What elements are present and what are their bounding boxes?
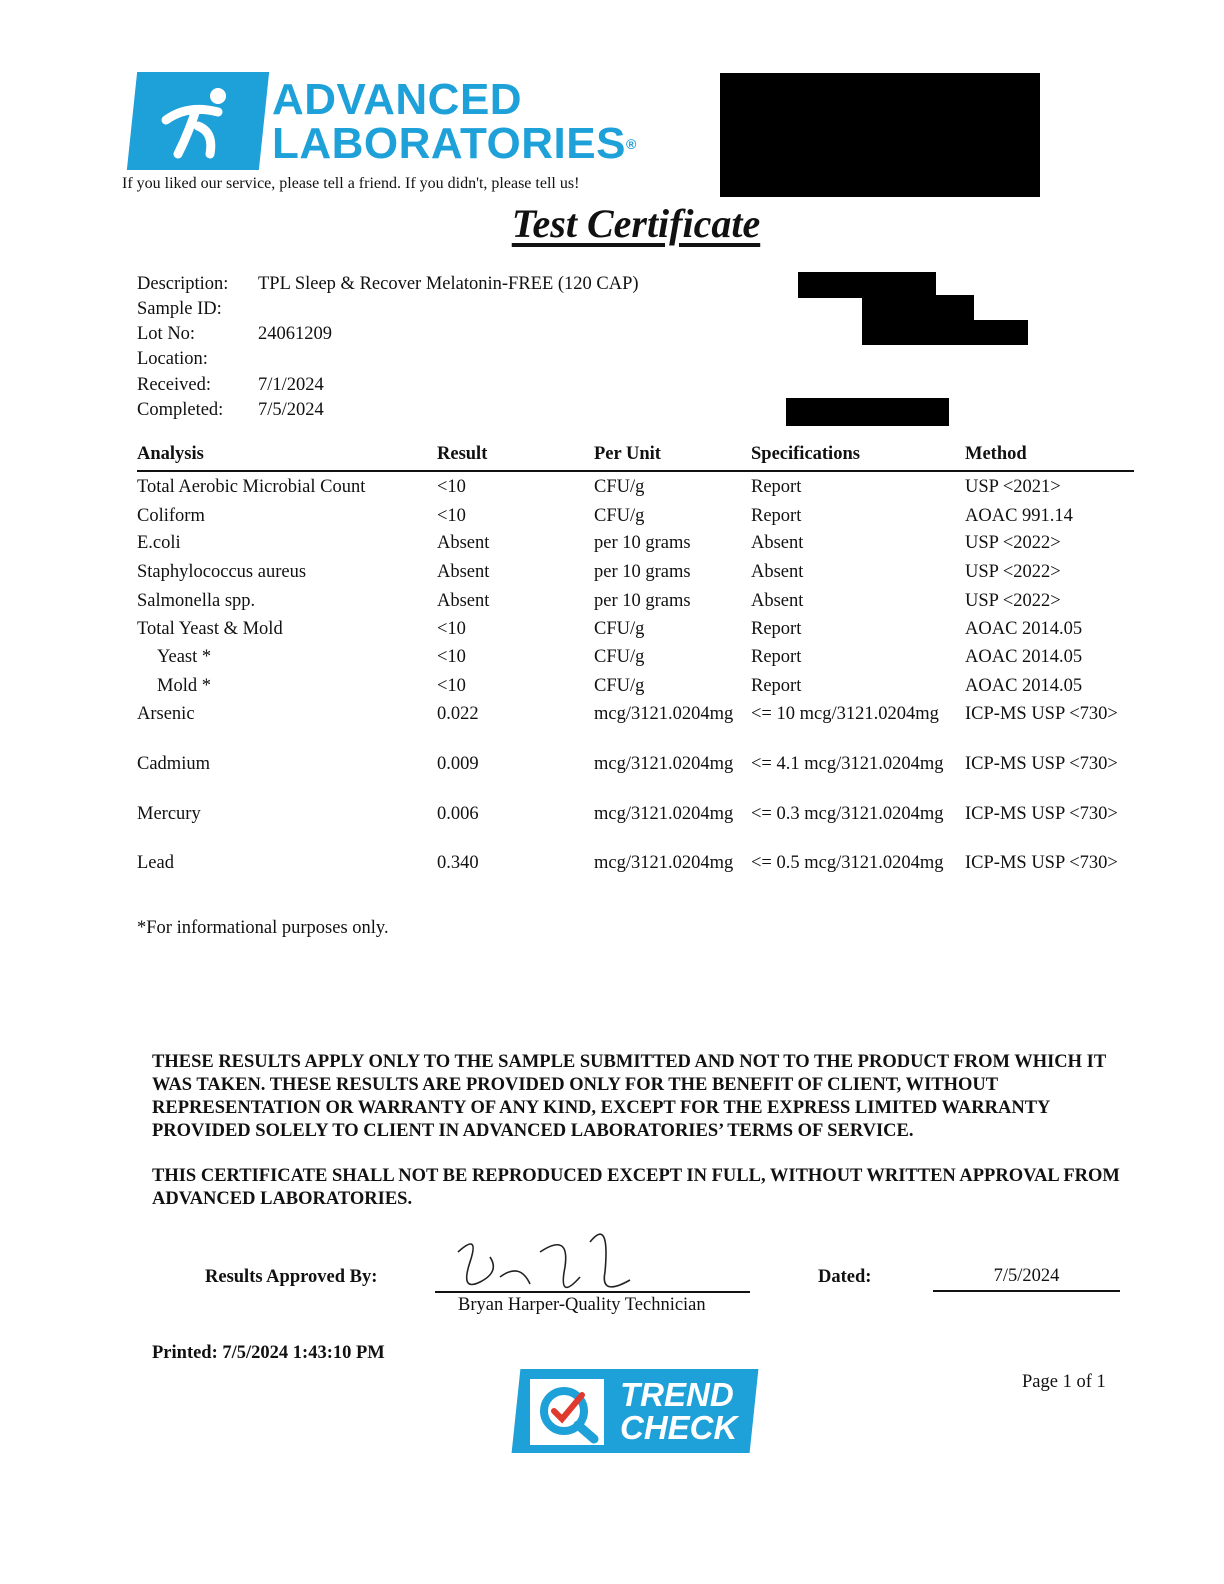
result-cell: Absent: [437, 562, 490, 582]
header-per-unit: Per Unit: [594, 444, 661, 464]
spec-cell: <= 10 mcg/3121.0204mg: [751, 704, 939, 724]
result-cell: Absent: [437, 591, 490, 611]
unit-cell: mcg/3121.0204mg: [594, 804, 734, 824]
lot-value: 24061209: [258, 324, 332, 344]
dated-value: 7/5/2024: [993, 1266, 1060, 1286]
description-label: Description:: [137, 274, 229, 294]
unit-cell: mcg/3121.0204mg: [594, 754, 734, 774]
analysis-cell: Yeast *: [157, 647, 212, 667]
analysis-cell: Salmonella spp.: [137, 591, 256, 611]
analysis-cell: Arsenic: [137, 704, 195, 724]
spec-cell: Report: [751, 647, 802, 667]
result-cell: 0.006: [437, 804, 479, 824]
unit-cell: mcg/3121.0204mg: [594, 704, 734, 724]
spec-cell: Report: [751, 506, 802, 526]
method-cell: ICP-MS USP <730>: [965, 853, 1118, 873]
unit-cell: CFU/g: [594, 676, 645, 696]
unit-cell: CFU/g: [594, 647, 645, 667]
approved-by-label: Results Approved By:: [205, 1267, 378, 1287]
trendcheck-line1: TREND: [620, 1376, 734, 1413]
logo-wordmark: [272, 75, 637, 168]
unit-cell: per 10 grams: [594, 591, 691, 611]
unit-cell: CFU/g: [594, 477, 645, 497]
unit-cell: per 10 grams: [594, 533, 691, 553]
description-value: TPL Sleep & Recover Melatonin-FREE (120 CAP): [258, 274, 639, 294]
result-cell: <10: [437, 506, 466, 526]
result-cell: 0.009: [437, 754, 479, 774]
page-number: Page 1 of 1: [1022, 1372, 1106, 1392]
method-cell: USP <2022>: [965, 533, 1061, 553]
method-cell: USP <2021>: [965, 477, 1061, 497]
redaction-block: [974, 320, 1028, 345]
method-cell: AOAC 991.14: [965, 506, 1073, 526]
analysis-cell: Total Aerobic Microbial Count: [137, 477, 366, 497]
spec-cell: Absent: [751, 562, 804, 582]
completed-label: Completed:: [137, 400, 224, 420]
header-specifications: Specifications: [751, 444, 860, 464]
method-cell: AOAC 2014.05: [965, 676, 1083, 696]
received-value: 7/1/2024: [258, 375, 324, 395]
spec-cell: Report: [751, 676, 802, 696]
spec-cell: Absent: [751, 533, 804, 553]
method-cell: AOAC 2014.05: [965, 647, 1083, 667]
logo-line1: ADVANCED: [272, 75, 523, 124]
unit-cell: CFU/g: [594, 619, 645, 639]
result-cell: 0.340: [437, 853, 479, 873]
unit-cell: mcg/3121.0204mg: [594, 853, 734, 873]
result-cell: <10: [437, 477, 466, 497]
method-cell: AOAC 2014.05: [965, 619, 1083, 639]
spec-cell: Report: [751, 619, 802, 639]
redaction-block: [786, 398, 949, 426]
redaction-block: [862, 295, 974, 345]
method-cell: USP <2022>: [965, 562, 1061, 582]
method-cell: ICP-MS USP <730>: [965, 704, 1118, 724]
spec-cell: <= 0.5 mcg/3121.0204mg: [751, 853, 944, 873]
signer-name: Bryan Harper-Quality Technician: [458, 1295, 706, 1315]
analysis-cell: Mold *: [157, 676, 211, 696]
footnote: *For informational purposes only.: [137, 918, 389, 938]
spec-cell: <= 4.1 mcg/3121.0204mg: [751, 754, 944, 774]
lot-label: Lot No:: [137, 324, 196, 344]
header-analysis: Analysis: [137, 444, 204, 464]
result-cell: Absent: [437, 533, 490, 553]
result-cell: <10: [437, 619, 466, 639]
signature-line: [435, 1291, 750, 1293]
analysis-cell: Staphylococcus aureus: [137, 562, 307, 582]
trendcheck-wordmark: [620, 1378, 737, 1444]
header-result: Result: [437, 444, 488, 464]
trendcheck-line2: CHECK: [620, 1409, 738, 1446]
dated-label: Dated:: [818, 1267, 872, 1287]
result-cell: <10: [437, 647, 466, 667]
method-cell: USP <2022>: [965, 591, 1061, 611]
unit-cell: per 10 grams: [594, 562, 691, 582]
printed-timestamp: Printed: 7/5/2024 1:43:10 PM: [152, 1343, 385, 1363]
analysis-cell: Lead: [137, 853, 174, 873]
disclaimer-reproduction: THIS CERTIFICATE SHALL NOT BE REPRODUCED EXCEPT IN FULL, WITHOUT WRITTEN APPROVAL FROM ADVANCED LABORATORIES.: [152, 1166, 1120, 1209]
analysis-cell: Coliform: [137, 506, 205, 526]
method-cell: ICP-MS USP <730>: [965, 754, 1118, 774]
analysis-cell: E.coli: [137, 533, 181, 553]
location-label: Location:: [137, 349, 208, 369]
analysis-cell: Total Yeast & Mold: [137, 619, 283, 639]
method-cell: ICP-MS USP <730>: [965, 804, 1118, 824]
unit-cell: CFU/g: [594, 506, 645, 526]
disclaimer-results: THESE RESULTS APPLY ONLY TO THE SAMPLE SUBMITTED AND NOT TO THE PRODUCT FROM WHICH IT WAS TAKEN. THESE RESULTS ARE PROVIDED ONLY FOR THE BENEFIT OF CLIENT, WITHOUT REPRESENTATION OR WARRANTY OF ANY KIND, EXCEPT FOR THE EXPRESS LIMITED WARRANTY PROVIDED SOLELY TO CLIENT IN ADVANCED LABORATORIES’ TERMS OF SERVICE.: [152, 1052, 1106, 1141]
spec-cell: Absent: [751, 591, 804, 611]
logo-line2: LABORATORIES: [272, 119, 626, 168]
analysis-cell: Mercury: [137, 804, 201, 824]
registered-mark: ®: [625, 136, 637, 152]
page-title: Test Certificate: [511, 201, 761, 246]
table-header: [137, 444, 1134, 472]
spec-cell: <= 0.3 mcg/3121.0204mg: [751, 804, 944, 824]
analysis-cell: Cadmium: [137, 754, 210, 774]
spec-cell: Report: [751, 477, 802, 497]
result-cell: 0.022: [437, 704, 479, 724]
completed-value: 7/5/2024: [258, 400, 324, 420]
date-line: [933, 1290, 1120, 1292]
runner-icon: [148, 82, 248, 162]
received-label: Received:: [137, 375, 211, 395]
magnifier-check-icon: [528, 1377, 606, 1447]
header-method: Method: [965, 444, 1027, 464]
redaction-block: [720, 73, 1040, 197]
tagline: If you liked our service, please tell a friend. If you didn't, please tell us!: [122, 175, 580, 192]
sample-id-label: Sample ID:: [137, 299, 222, 319]
result-cell: <10: [437, 676, 466, 696]
